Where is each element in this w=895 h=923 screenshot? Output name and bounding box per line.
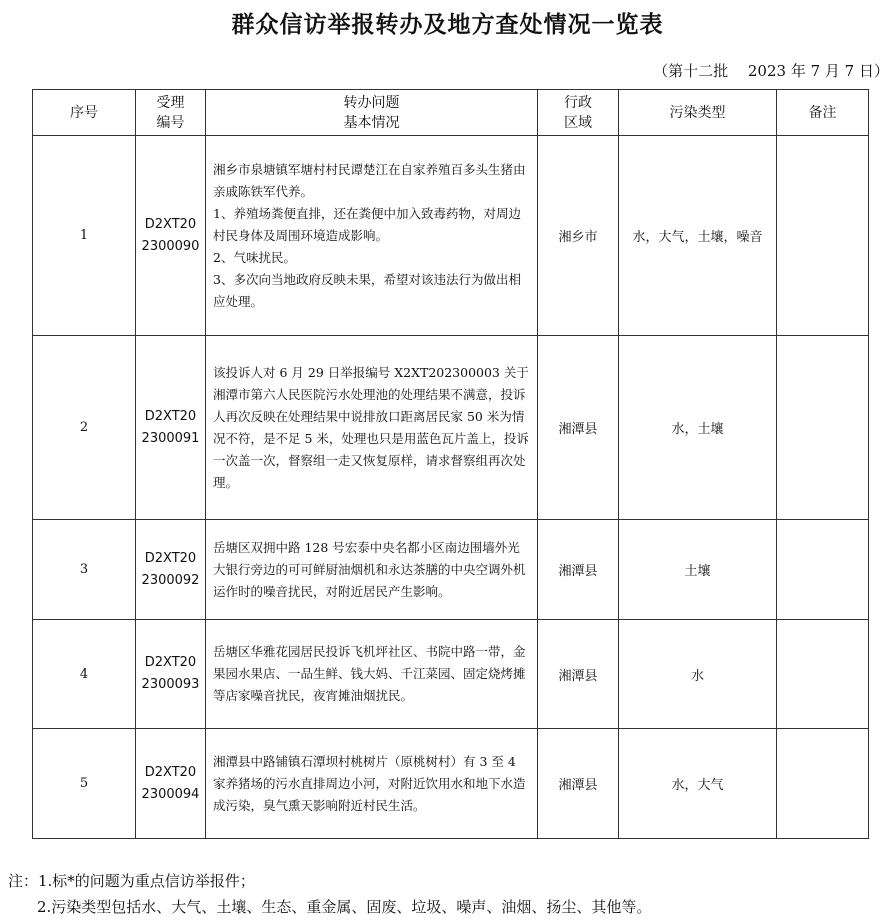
table-header-row [33,90,869,136]
cell-region: 湘潭县 [538,729,619,839]
cell-seq: 4 [33,620,136,729]
cell-seq: 3 [33,520,136,620]
cell-code [136,729,206,839]
description-paragraph: 该投诉人对 6 月 29 日举报编号 X2XT202300003 关于湘潭市第六人民医院污水处理池的处理结果不满意，投诉人再次反映在处理结果中说排放口距离居民家 50 米为情况不符，是不足 5 米，处理也只是用蓝色瓦片盖上，投诉一次盖一次，督察组一走又恢复原样，请求督察组再次处理。 [213,364,529,490]
header-issue-line2: 基本情况 [343,114,400,131]
code-line1: D2XT20 [144,764,197,780]
cell-pollution: 水，土壤 [619,336,777,520]
cell-remark [777,136,869,336]
table-row [33,520,869,620]
complaints-table [32,89,869,839]
header-region-line1: 行政 [564,94,592,111]
document-title: 群众信访举报转办及地方查处情况一览表 [231,12,664,38]
code-line1: D2XT20 [144,550,197,566]
cell-description [206,520,538,620]
cell-pollution: 土壤 [619,520,777,620]
header-seq: 序号 [33,90,136,136]
cell-pollution: 水，大气，土壤，噪音 [619,136,777,336]
cell-code [136,336,206,520]
code-line2: 2300094 [141,786,200,802]
description-paragraph: 湘乡市泉塘镇军塘村村民谭楚江在自家养殖百多头生猪由亲戚陈铁军代养。 [213,161,526,199]
cell-region: 湘乡市 [538,136,619,336]
table-row [33,136,869,336]
cell-remark [777,620,869,729]
cell-seq: 2 [33,336,136,520]
footnotes [8,868,651,920]
description-paragraph: 2、气味扰民。 [213,249,296,265]
cell-description [206,336,538,520]
header-issue-line1: 转办问题 [343,94,400,111]
cell-region: 湘潭县 [538,520,619,620]
header-code-line1: 受理 [156,94,185,111]
footnote-2: 2.污染类型包括水、大气、土壤、生态、重金属、固废、垃圾、噪声、油烟、扬尘、其他等。 [37,898,652,916]
code-line1: D2XT20 [144,408,197,424]
code-line2: 2300093 [141,677,200,692]
cell-code [136,620,206,729]
code-line1: D2XT20 [144,216,197,232]
cell-region: 湘潭县 [538,620,619,729]
cell-seq: 1 [33,136,136,336]
description-paragraph: 1、养殖场粪便直排，还在粪便中加入致毒药物，对周边村民身体及周围环境造成影响。 [213,205,521,243]
footnote-1: 注：1.标*的问题为重点信访举报件； [8,872,255,890]
cell-code [136,520,206,620]
description-paragraph: 岳塘区双拥中路 128 号宏泰中央名都小区南边围墙外光大银行旁边的可可鲜厨油烟机和永达茶膳的中央空调外机运作时的噪音扰民，对附近居民产生影响。 [213,539,526,599]
description-paragraph: 3、多次向当地政府反映未果，希望对该违法行为做出相应处理。 [213,271,521,309]
cell-description [206,136,538,336]
header-region [538,90,619,136]
cell-remark [777,729,869,839]
cell-remark [777,520,869,620]
header-remark: 备注 [777,90,869,136]
header-code-line2: 编号 [156,114,185,131]
batch-date: （第十二批 2023 年 7 月 7 日） [653,62,889,80]
header-code [136,90,206,136]
cell-code [136,136,206,336]
code-line2: 2300090 [141,238,200,254]
cell-pollution: 水，大气 [619,729,777,839]
table-row [33,729,869,839]
cell-region: 湘潭县 [538,336,619,520]
description-paragraph: 湘潭县中路铺镇石潭坝村桃树片（原桃树村）有 3 至 4 家养猪场的污水直排周边小河，对附近饮用水和地下水造成污染，臭气熏天影响附近村民生活。 [213,753,526,813]
header-pollution: 污染类型 [619,90,777,136]
cell-pollution: 水 [619,620,777,729]
cell-description [206,729,538,839]
description-paragraph: 岳塘区华雅花园居民投诉飞机坪社区、书院中路一带，金果园水果店、一品生鲜、钱大妈、千江菜园、固定烧烤摊等店家噪音扰民，夜宵摊油烟扰民。 [213,644,526,703]
table-row [33,336,869,520]
code-line1: D2XT20 [144,655,197,670]
cell-description [206,620,538,729]
code-line2: 2300091 [141,430,200,446]
cell-remark [777,336,869,520]
cell-seq: 5 [33,729,136,839]
header-region-line2: 区域 [564,114,592,131]
header-issue [206,90,538,136]
table-row [33,620,869,729]
code-line2: 2300092 [141,572,200,588]
